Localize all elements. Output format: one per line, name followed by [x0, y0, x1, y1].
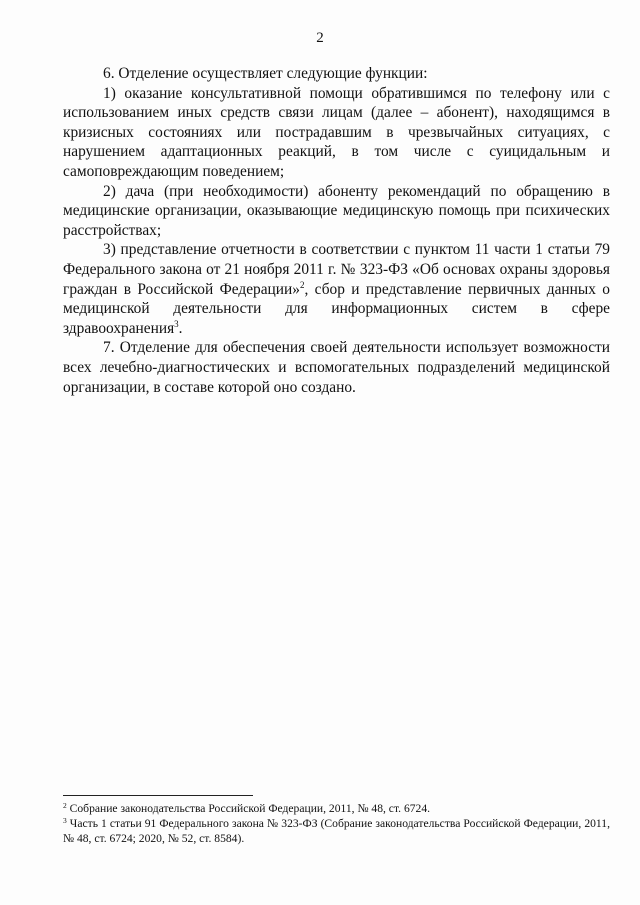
paragraph-item-7: 7. Отделение для обеспечения своей деятельности использует возможности всех лечебно-диагностических и вспомогательных подразделений медицинской организации, в составе которой оно создано.	[63, 339, 610, 396]
footnote-mark: 2	[63, 801, 67, 810]
footnote-3	[63, 816, 610, 846]
paragraph-function-3-text-c: .	[178, 319, 183, 337]
footnote-text: Часть 1 статьи 91 Федерального закона № 323-ФЗ (Собрание законодательства Российской Федерации, 2011, № 48, ст. 6724; 2020, № 52, ст. 8584).	[63, 817, 610, 845]
footnote-text: Собрание законодательства Российской Федерации, 2011, № 48, ст. 6724.	[66, 802, 431, 815]
paragraph-function-3	[63, 240, 610, 338]
footnote-divider	[63, 795, 253, 796]
footnote-ref-2: 2	[299, 279, 305, 290]
footnote-2	[63, 801, 610, 816]
paragraph-function-3-text-b: , сбор и представление первичных данных о медицинской деятельности для информационных систем в сфере здравоохранения	[63, 280, 610, 337]
document-body	[63, 64, 610, 397]
paragraph-function-1: 1) оказание консультативной помощи обратившимся по телефону или с использованием иных средств связи лицам (далее – абонент), находящимся в кризисных состояниях или пострадавшим в чрезвычайных ситуациях, с нарушением адаптационных реакций, в том числе с суицидальным и самоповреждающим поведением;	[63, 84, 610, 180]
page-number: 2	[316, 30, 324, 46]
paragraph-item-6: 6. Отделение осуществляет следующие функции:	[103, 65, 428, 82]
paragraph-function-2: 2) дача (при необходимости) абоненту рекомендаций по обращению в медицинские организации, оказывающие медицинскую помощь при психических расстройствах;	[63, 182, 610, 239]
footnotes	[63, 801, 610, 846]
footnote-ref-3: 3	[174, 318, 179, 329]
footnote-mark: 3	[63, 816, 67, 825]
paragraph-function-3-text-a: 3) представление отчетности в соответствии с пунктом 11 части 1 статьи 79 Федерального закона от 21 ноября 2011 г. № 323-ФЗ «Об основах охраны здоровья граждан в Российской Федерации»	[63, 241, 610, 298]
